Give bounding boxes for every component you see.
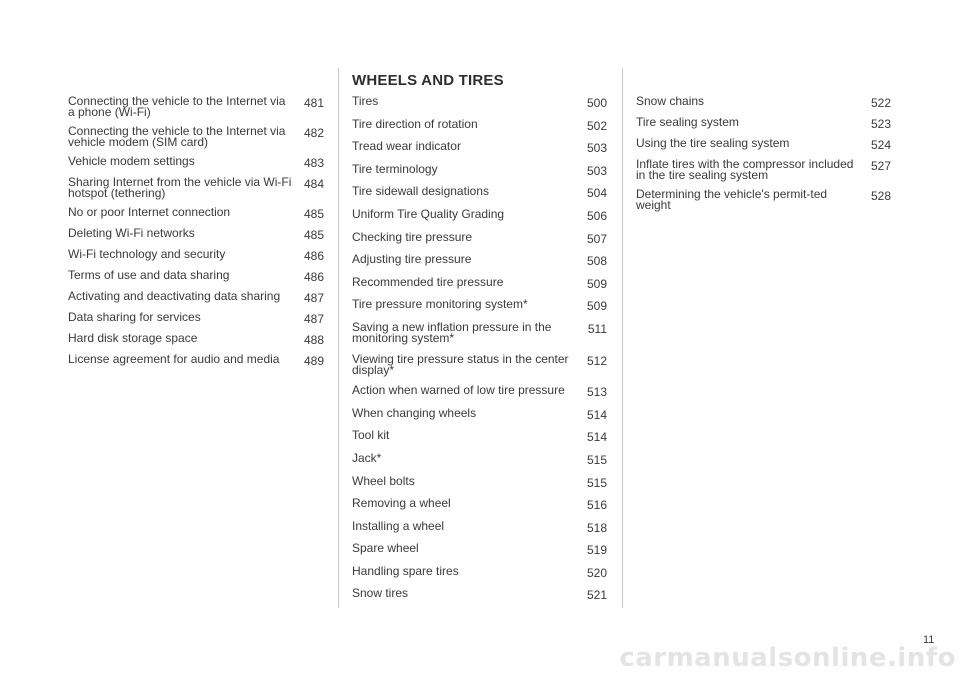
toc-entry[interactable]: [352, 116, 607, 133]
toc-entry[interactable]: [352, 141, 607, 154]
toc-entry[interactable]: [352, 96, 607, 109]
toc-entry-title: Determining the vehicle's permit-ted weight: [636, 187, 828, 212]
toc-entry-page: 523: [870, 117, 891, 131]
toc-entry-title: Removing a wheel: [352, 496, 451, 511]
toc-entry[interactable]: [352, 186, 607, 199]
toc-entry-title: Connecting the vehicle to the Internet via vehicle modem (SIM card): [68, 124, 286, 149]
toc-entry[interactable]: [352, 430, 607, 443]
toc-entry-page: 503: [586, 141, 607, 156]
toc-entry-title: Tire terminology: [352, 161, 438, 176]
toc-entry[interactable]: [636, 159, 891, 181]
toc-entry-title: Tire sealing system: [636, 115, 739, 129]
column-divider: [338, 68, 339, 608]
toc-entry-title: Tread wear indicator: [352, 139, 461, 154]
page-number: 11: [923, 634, 935, 646]
toc-entry[interactable]: [68, 126, 324, 148]
toc-entry[interactable]: [68, 156, 324, 169]
toc-entry-title: Adjusting tire pressure: [352, 252, 472, 267]
toc-entry-page: 481: [303, 96, 324, 110]
toc-entry-title: Uniform Tire Quality Grading: [352, 206, 505, 221]
toc-entry-page: 503: [586, 163, 607, 178]
toc-entry-title: Inflate tires with the compressor included in the tire sealing system: [636, 157, 854, 182]
toc-entry-title: Action when warned of low tire pressure: [352, 383, 565, 398]
toc-entry-title: Using the tire sealing system: [636, 136, 790, 150]
toc-entry-title: Viewing tire pressure status in the center display*: [352, 351, 569, 377]
toc-entry-title: Terms of use and data sharing: [68, 268, 230, 282]
toc-entry-page: 509: [586, 299, 607, 314]
toc-entry[interactable]: [636, 117, 891, 130]
toc-entry-page: 484: [303, 177, 324, 191]
toc-entry[interactable]: [68, 270, 324, 283]
toc-entry-title: Spare wheel: [352, 541, 419, 556]
toc-entry[interactable]: [352, 274, 607, 291]
toc-entry[interactable]: [352, 518, 607, 535]
toc-entry-title: Tire sidewall designations: [352, 184, 489, 199]
toc-entry-page: 511: [587, 321, 607, 336]
toc-entry-title: Wheel bolts: [352, 473, 415, 488]
toc-entry-page: 512: [586, 353, 607, 368]
toc-entry[interactable]: [68, 333, 324, 346]
toc-entry[interactable]: [352, 405, 607, 422]
toc-entry-title: Jack*: [352, 450, 382, 465]
toc-entry-page: 528: [870, 189, 891, 203]
toc-entry-page: 515: [586, 452, 607, 467]
toc-entry[interactable]: [352, 254, 607, 267]
toc-entry-page: 486: [303, 270, 324, 284]
toc-entry[interactable]: [68, 96, 324, 118]
toc-entry[interactable]: [352, 161, 607, 178]
toc-entry-title: Recommended tire pressure: [352, 274, 504, 289]
toc-entry-title: When changing wheels: [352, 405, 477, 420]
toc-entry[interactable]: [68, 177, 324, 199]
toc-entry-title: Snow chains: [636, 94, 705, 108]
toc-entry-page: 482: [303, 126, 324, 140]
toc-entry-title: No or poor Internet connection: [68, 205, 231, 219]
toc-entry[interactable]: [352, 543, 607, 556]
toc-entry-title: Saving a new inflation pressure in the monitoring system*: [352, 319, 552, 345]
toc-entry-title: Wi-Fi technology and security: [68, 247, 226, 261]
toc-entry-page: 515: [586, 475, 607, 490]
toc-entry-page: 518: [586, 520, 607, 535]
toc-entry-page: 507: [586, 231, 607, 246]
toc-entry[interactable]: [352, 299, 607, 312]
toc-entry[interactable]: [352, 229, 607, 246]
toc-entry-title: Tire direction of rotation: [352, 116, 478, 131]
toc-entry[interactable]: [636, 138, 891, 151]
toc-entry[interactable]: [352, 319, 607, 345]
watermark: carmanualsonline.info: [619, 643, 956, 673]
toc-entry[interactable]: [352, 385, 607, 398]
toc-entry-title: Connecting the vehicle to the Internet via a phone (Wi-Fi): [68, 94, 286, 119]
toc-entry-title: License agreement for audio and media: [68, 352, 280, 366]
toc-entry[interactable]: [352, 588, 607, 601]
toc-column-1: [68, 96, 324, 375]
toc-entry[interactable]: [352, 473, 607, 490]
toc-entry-page: 508: [586, 254, 607, 269]
toc-entry-page: 489: [303, 354, 324, 368]
toc-entry[interactable]: [636, 96, 891, 109]
column-divider: [622, 68, 623, 608]
toc-entry-title: Activating and deactivating data sharing: [68, 289, 281, 303]
toc-entry-title: Tool kit: [352, 428, 390, 443]
toc-entry[interactable]: [352, 498, 607, 511]
toc-entry-title: Vehicle modem settings: [68, 154, 195, 168]
toc-entry-title: Tires: [352, 94, 379, 108]
toc-entry-title: Installing a wheel: [352, 518, 445, 533]
toc-entry-title: Tire pressure monitoring system*: [352, 297, 528, 312]
toc-entry-page: 516: [586, 498, 607, 513]
section-heading: WHEELS AND TIRES: [352, 72, 504, 89]
toc-entry-title: Hard disk storage space: [68, 331, 198, 345]
toc-entry[interactable]: [68, 354, 324, 367]
toc-entry-page: 519: [586, 543, 607, 558]
toc-entry-page: 485: [303, 228, 324, 242]
toc-entry-page: 487: [303, 291, 324, 305]
toc-entry-page: 483: [303, 156, 324, 170]
toc-entry-page: 487: [303, 312, 324, 326]
toc-entry-page: 513: [586, 385, 607, 400]
toc-entry[interactable]: [68, 228, 324, 241]
toc-column-2: [352, 96, 607, 611]
toc-entry-page: 524: [870, 138, 891, 152]
toc-column-3: [636, 96, 891, 219]
toc-entry-page: 506: [586, 208, 607, 223]
toc-entry-page: 521: [586, 588, 607, 603]
toc-entry-title: Checking tire pressure: [352, 229, 473, 244]
toc-entry-page: 502: [586, 118, 607, 133]
toc-entry-page: 527: [870, 159, 891, 173]
toc-entry-title: Snow tires: [352, 586, 409, 601]
toc-entry-title: Deleting Wi-Fi networks: [68, 226, 195, 240]
toc-entry-title: Data sharing for services: [68, 310, 201, 324]
toc-entry-page: 486: [303, 249, 324, 263]
toc-entry-page: 514: [586, 430, 607, 445]
toc-entry-page: 522: [870, 96, 891, 110]
toc-entry[interactable]: [352, 563, 607, 580]
toc-entry[interactable]: [636, 189, 891, 211]
toc-entry-page: 520: [586, 565, 607, 580]
toc-entry-page: 500: [586, 96, 607, 110]
toc-entry[interactable]: [352, 450, 607, 467]
toc-entry[interactable]: [352, 206, 607, 223]
toc-entry-title: Handling spare tires: [352, 563, 459, 578]
toc-entry-page: 504: [586, 186, 607, 201]
toc-entry[interactable]: [352, 351, 607, 377]
toc-entry[interactable]: [68, 207, 324, 220]
toc-entry-page: 485: [303, 207, 324, 221]
toc-entry-title: Sharing Internet from the vehicle via Wi-Fi hotspot (tethering): [68, 175, 292, 200]
toc-entry[interactable]: [68, 291, 324, 304]
toc-entry-page: 509: [586, 276, 607, 291]
toc-entry-page: 488: [303, 333, 324, 347]
toc-entry-page: 514: [586, 407, 607, 422]
toc-entry[interactable]: [68, 249, 324, 262]
toc-entry[interactable]: [68, 312, 324, 325]
